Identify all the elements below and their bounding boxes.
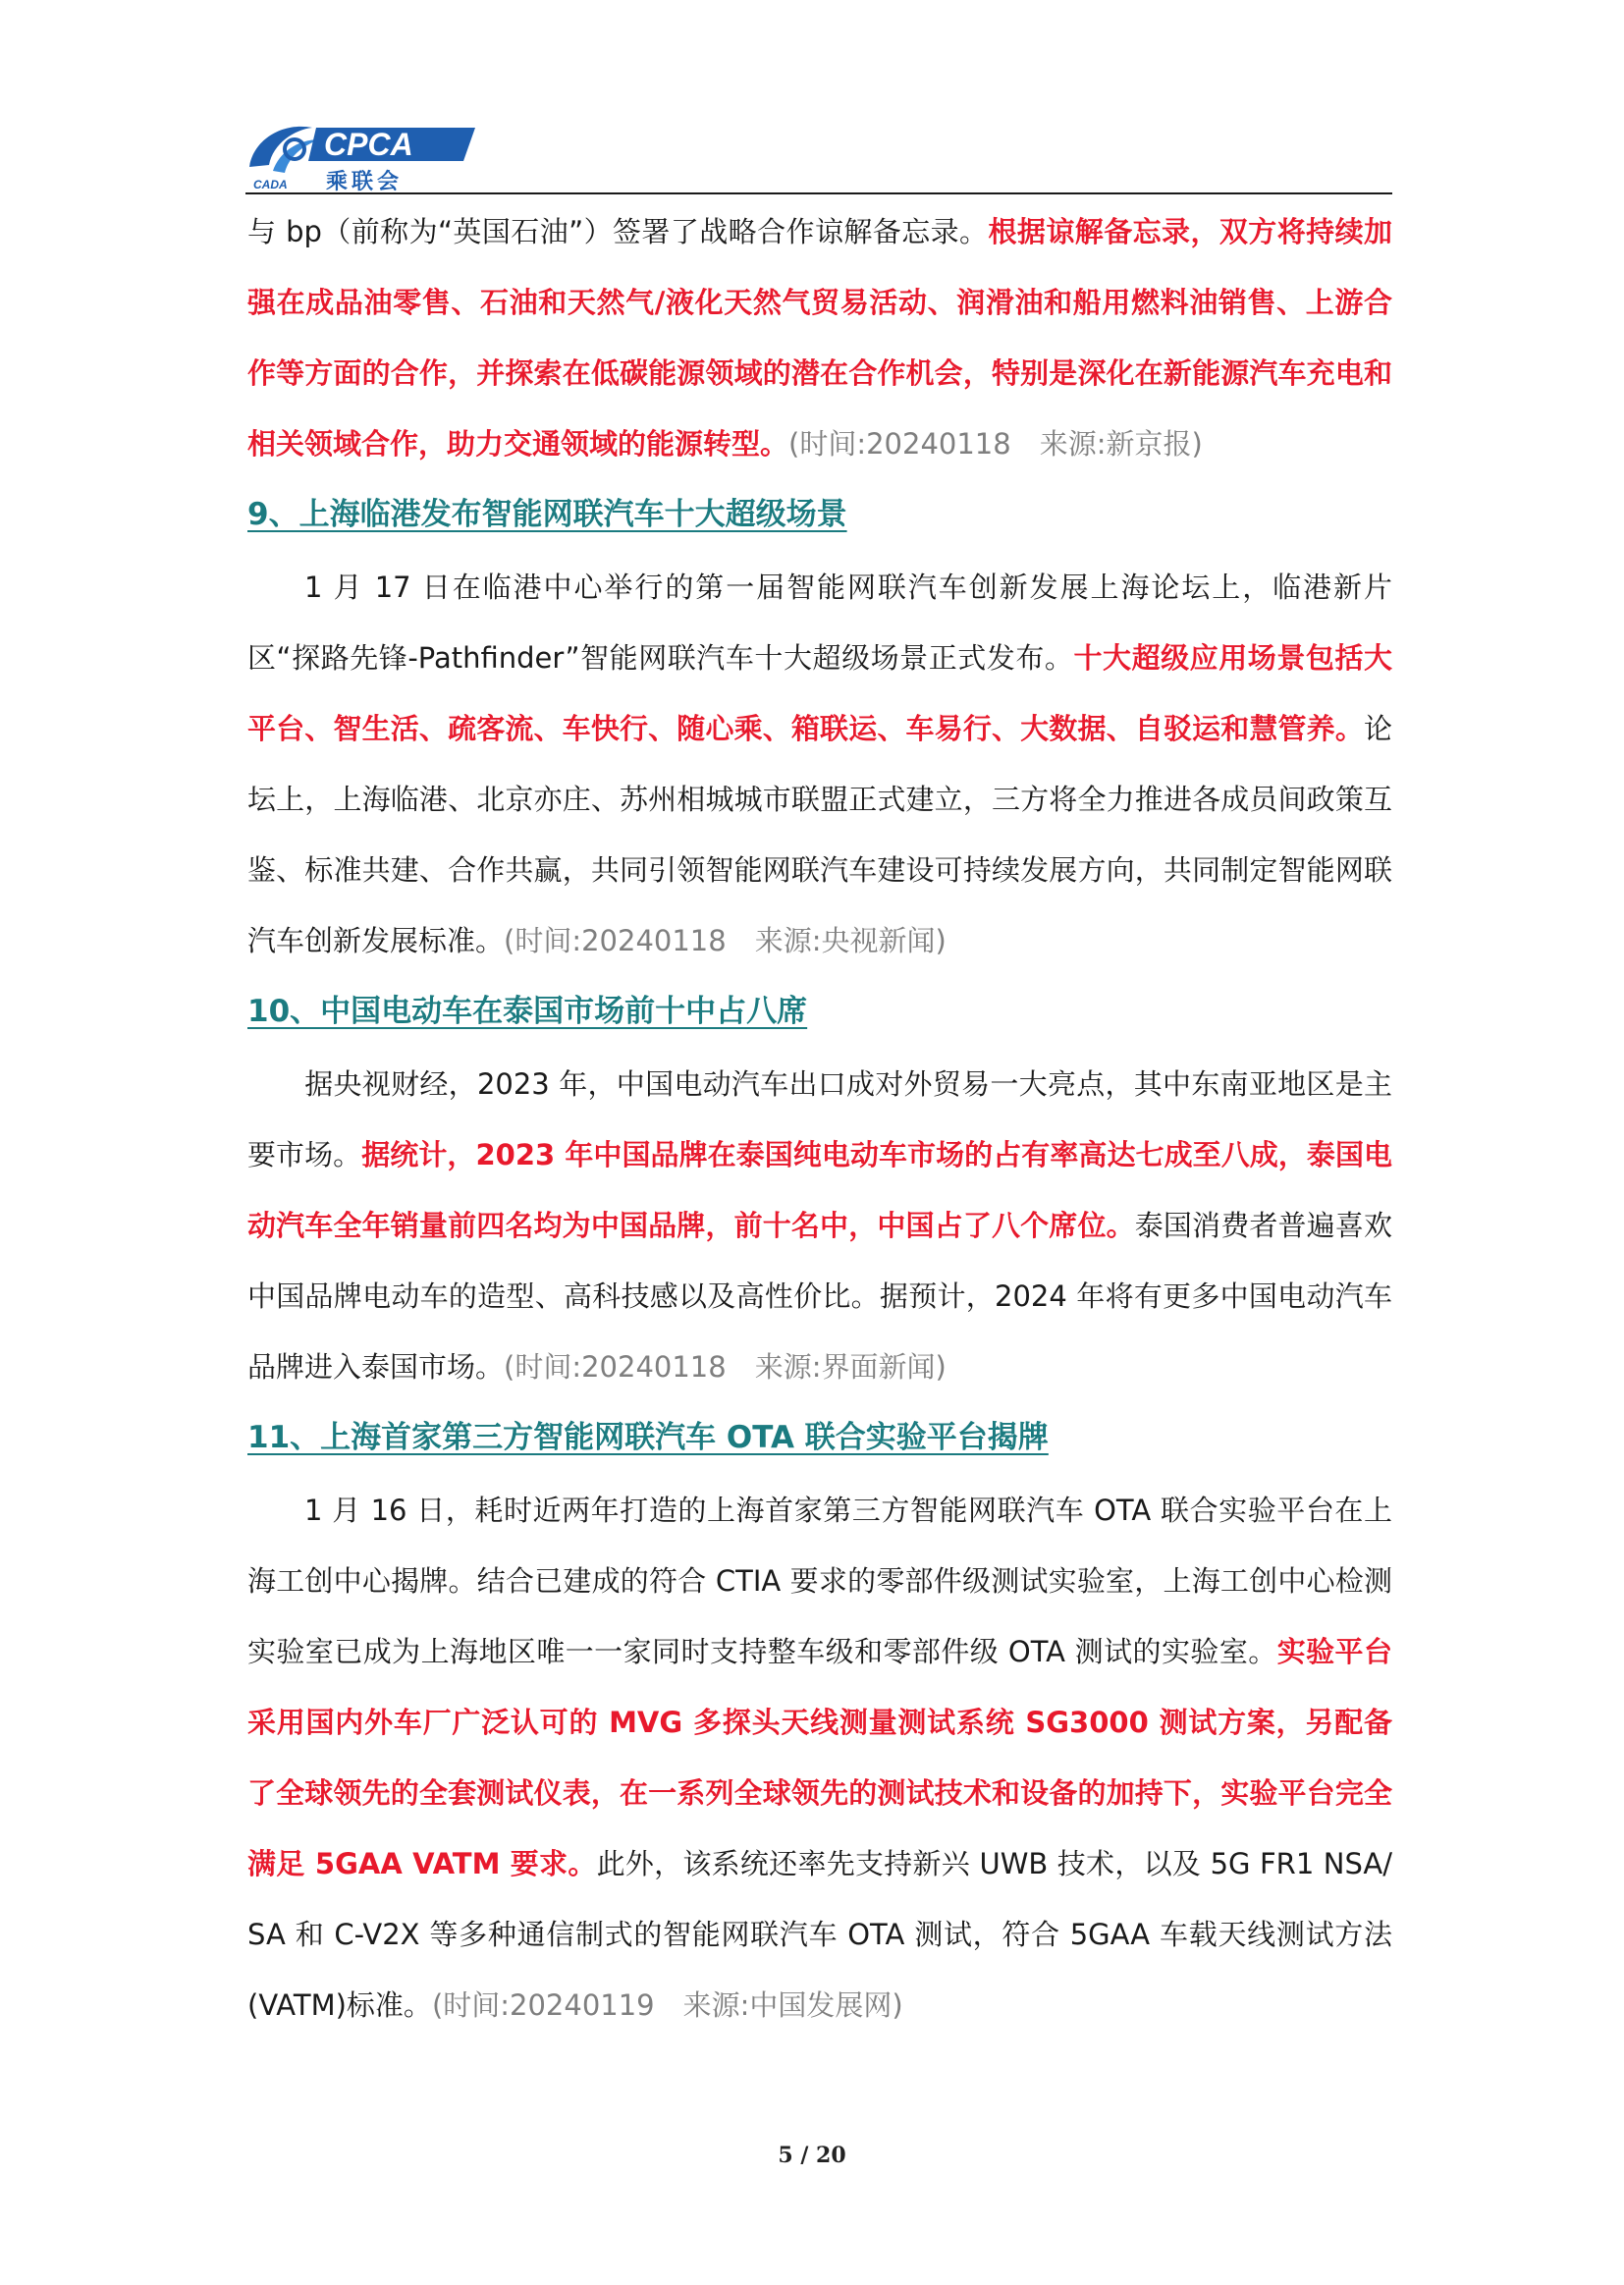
article-body [247, 196, 1392, 2040]
paragraph-section-9 [247, 552, 1392, 976]
section-heading-10 [247, 976, 1392, 1049]
paragraph-bp-continuation [247, 196, 1392, 479]
highlighted-text: 十大超级应用场景包括大平台、智生活、疏客流、车快行、随心乘、箱联运、车易行、大数据、自驳运和慧管养。 [247, 641, 1392, 745]
cpca-logo [244, 110, 479, 192]
source-citation: (时间:20240119 来源:中国发展网) [431, 1988, 903, 2022]
paragraph-text: 1 月 17 日在临港中心举行的第一届智能网联汽车创新发展上海论坛上，临港新片区“探路先锋-Pathfinder”智能网联汽车十大超级场景正式发布。 [247, 571, 1392, 675]
section-heading-text: 9、上海临港发布智能网联汽车十大超级场景 [247, 497, 847, 532]
source-citation: (时间:20240118 来源:新京报) [788, 427, 1203, 461]
paragraph-text: 论坛上，上海临港、北京亦庄、苏州相城城市联盟正式建立，三方将全力推进各成员间政策互鉴、标准共建、合作共赢，共同引领智能网联汽车建设可持续发展方向，共同制定智能网联汽车创新发展标准。 [247, 712, 1392, 957]
logo-small-text: CADA [253, 178, 288, 191]
logo-text: CPCA [324, 127, 413, 162]
cpca-logo-graphic [244, 110, 479, 192]
paragraph-text: 此外，该系统还率先支持新兴 UWB 技术，以及 5G FR1 NSA/ SA 和 C-V2X 等多种通信制式的智能网联汽车 OTA 测试，符合 5GAA 车载天线测试方法(VATM)标准。 [247, 1847, 1393, 2022]
paragraph-section-10 [247, 1049, 1392, 1402]
highlighted-text: 据统计，2023 年中国品牌在泰国纯电动车市场的占有率高达七成至八成，泰国电动汽车全年销量前四名均为中国品牌，前十名中，中国占了八个席位。 [247, 1138, 1392, 1242]
section-heading-text: 11、上海首家第三方智能网联汽车 OTA 联合实验平台揭牌 [247, 1420, 1049, 1455]
paragraph-text: 1 月 16 日，耗时近两年打造的上海首家第三方智能网联汽车 OTA 联合实验平台在上海工创中心揭牌。结合已建成的符合 CTIA 要求的零部件级测试实验室，上海工创中心检测实验室已成为上海地区唯一一家同时支持整车级和零部件级 OTA 测试的实验室。 [247, 1494, 1392, 1668]
logo-subtext: 乘联会 [326, 170, 404, 192]
paragraph-text: 据央视财经，2023 年，中国电动汽车出口成对外贸易一大亮点，其中东南亚地区是主要市场。 [247, 1067, 1392, 1171]
section-heading-text: 10、中国电动车在泰国市场前十中占八席 [247, 994, 808, 1029]
highlighted-text: 实验平台采用国内外车厂广泛认可的 MVG 多探头天线测量测试系统 SG3000 测试方案，另配备了全球领先的全套测试仪表，在一系列全球领先的测试技术和设备的加持下，实验平台完全满足 5GAA VATM 要求。 [247, 1635, 1392, 1880]
paragraph-text: 泰国消费者普遍喜欢中国品牌电动车的造型、高科技感以及高性价比。据预计，2024 年将有更多中国电动汽车品牌进入泰国市场。 [247, 1209, 1392, 1384]
source-citation: (时间:20240118 来源:界面新闻) [504, 1350, 947, 1384]
header-rule [245, 192, 1392, 194]
paragraph-text: 与 bp（前称为“英国石油”）签署了战略合作谅解备忘录。 [247, 215, 989, 248]
section-heading-9 [247, 479, 1392, 552]
source-citation: (时间:20240118 来源:央视新闻) [504, 924, 947, 957]
page-number: 5 / 20 [778, 2143, 846, 2168]
highlighted-text: 根据谅解备忘录，双方将持续加强在成品油零售、石油和天然气/液化天然气贸易活动、润滑油和船用燃料油销售、上游合作等方面的合作，并探索在低碳能源领域的潜在合作机会，特别是深化在新能源汽车充电和相关领域合作，助力交通领域的能源转型。 [247, 215, 1392, 461]
section-heading-11 [247, 1402, 1392, 1475]
paragraph-section-11 [247, 1475, 1392, 2040]
